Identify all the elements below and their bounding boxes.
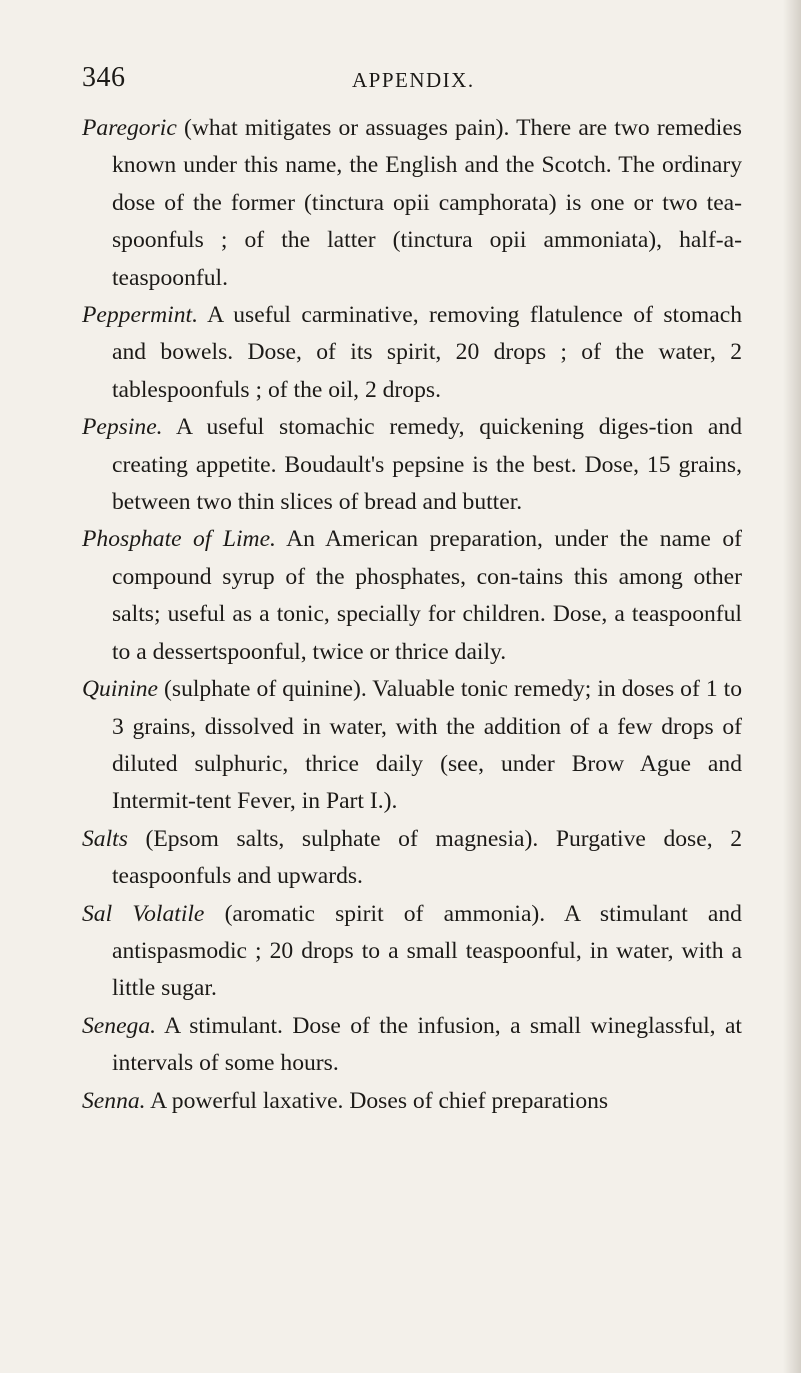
entry-term: Salts bbox=[82, 825, 128, 852]
entry-term: Pepsine. bbox=[82, 414, 163, 441]
page-header bbox=[82, 62, 742, 102]
entry-term: Quinine bbox=[82, 676, 159, 703]
entry-text: A powerful laxative. Doses of chief preparations bbox=[145, 1087, 609, 1114]
entry-paregoric bbox=[82, 110, 742, 297]
entry-term: Sal Volatile bbox=[82, 900, 205, 927]
page-number: 346 bbox=[82, 62, 126, 93]
entry-text: An American preparation, under the name of compound syrup of the phosphates, con-tains this among other salts; useful as a tonic, specially for children. Dose, a teaspoonful to a dessertspoonful, twice or thrice daily. bbox=[112, 526, 742, 665]
page-body bbox=[82, 110, 742, 1120]
entry-text: (Epsom salts, sulphate of magnesia). Purgative dose, 2 teaspoonfuls and upwards. bbox=[112, 825, 742, 890]
entry-quinine bbox=[82, 671, 742, 821]
entry-term: Senega. bbox=[82, 1012, 157, 1039]
entry-phosphate-of-lime bbox=[82, 521, 742, 671]
entry-text: (what mitigates or assuages pain). There are two remedies known under this name, the English and the Scotch. The ordinary dose of the former (tinctura opii camphorata) is one or two tea-spoonfuls ; of the latter (tinctura opii ammoniata), half-a-teaspoonful. bbox=[112, 115, 742, 291]
entry-pepsine bbox=[82, 409, 742, 521]
entry-salts bbox=[82, 821, 742, 896]
entry-senega bbox=[82, 1008, 742, 1083]
entry-term: Senna. bbox=[82, 1087, 146, 1114]
entry-text: (aromatic spirit of ammonia). A stimulant and antispasmodic ; 20 drops to a small teaspoonful, in water, with a little sugar. bbox=[112, 900, 742, 1002]
entry-text: A stimulant. Dose of the infusion, a small wineglassful, at intervals of some hours. bbox=[112, 1012, 742, 1077]
page-edge-shadow bbox=[783, 0, 801, 1373]
entry-term: Peppermint. bbox=[82, 302, 198, 329]
entry-text: A useful stomachic remedy, quickening diges-tion and creating appetite. Boudault's pepsine is the best. Dose, 15 grains, between two thin slices of bread and butter. bbox=[112, 414, 742, 516]
entry-sal-volatile bbox=[82, 896, 742, 1008]
running-head: APPENDIX. bbox=[352, 68, 475, 92]
entry-term: Paregoric bbox=[82, 115, 177, 141]
entry-senna bbox=[82, 1083, 742, 1120]
entry-text: (sulphate of quinine). Valuable tonic remedy; in doses of 1 to 3 grains, dissolved in water, with the addition of a few drops of diluted sulphuric, thrice daily (see, under Brow Ague and Intermit-tent Fever, in Part I.). bbox=[112, 676, 742, 815]
entry-term: Phosphate of Lime. bbox=[82, 526, 276, 553]
entry-peppermint bbox=[82, 297, 742, 409]
entry-text: A useful carminative, removing flatulence of stomach and bowels. Dose, of its spirit, 20 drops ; of the water, 2 tablespoonfuls ; of the oil, 2 drops. bbox=[112, 302, 742, 403]
